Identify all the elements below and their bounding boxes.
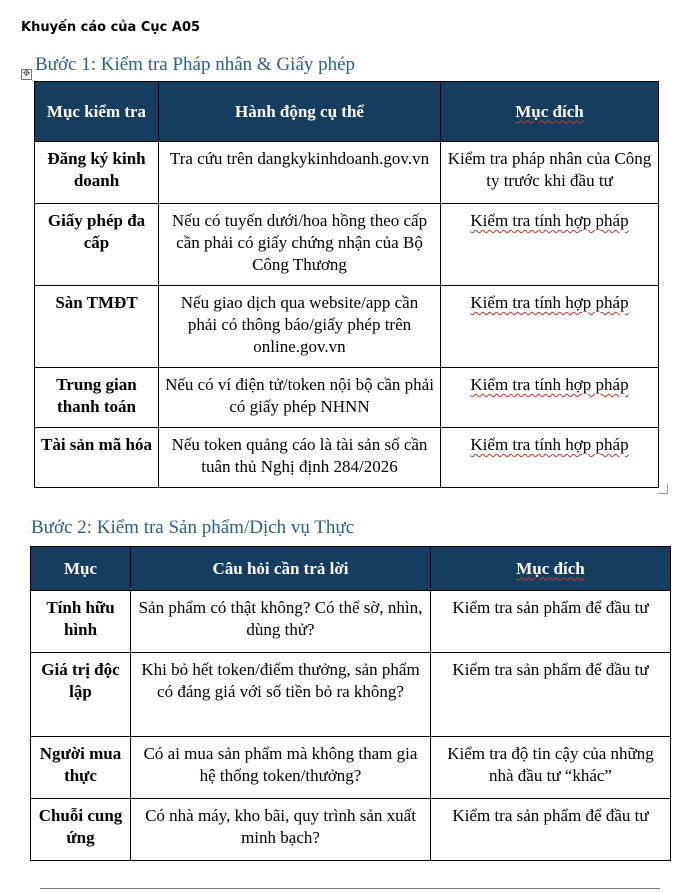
step1-table — [34, 81, 659, 488]
column-header: Mục kiểm tra — [35, 82, 159, 142]
action-cell: Nếu giao dịch qua website/app cần phải có thông báo/giấy phép trên online.gov.vn — [159, 286, 441, 368]
row-label: Giấy phép đa cấp — [35, 204, 159, 286]
column-header — [441, 82, 659, 142]
table-row — [35, 204, 659, 286]
table-row — [35, 368, 659, 428]
purpose-cell — [441, 286, 659, 368]
column-header-label: Mục đích — [516, 558, 585, 578]
question-cell: Có ai mua sản phẩm mà không tham gia hệ thống token/thưởng? — [131, 737, 431, 799]
table-row — [35, 142, 659, 204]
action-cell: Tra cứu trên dangkykinhdoanh.gov.vn — [159, 142, 441, 204]
purpose-text: Kiểm tra tính hợp pháp — [470, 435, 629, 454]
column-header: Hành động cụ thể — [159, 82, 441, 142]
table-row — [35, 286, 659, 368]
table-resize-handle[interactable] — [658, 484, 668, 494]
step2-table — [30, 546, 671, 861]
table-row — [31, 653, 671, 737]
page-bottom-divider — [40, 888, 660, 889]
table-move-handle-icon[interactable]: ✥ — [22, 69, 31, 79]
row-label: Chuỗi cung ứng — [31, 799, 131, 861]
column-header: Mục — [31, 547, 131, 591]
table-row — [31, 591, 671, 653]
step2-heading: Bước 2: Kiểm tra Sản phẩm/Dịch vụ Thực — [31, 517, 355, 538]
purpose-text: Kiểm tra tính hợp pháp — [470, 375, 629, 394]
purpose-cell: Kiểm tra độ tin cậy của những nhà đầu tư “khác” — [431, 737, 671, 799]
purpose-cell: Kiểm tra pháp nhân của Công ty trước khi đầu tư — [441, 142, 659, 204]
question-cell: Có nhà máy, kho bãi, quy trình sản xuất minh bạch? — [131, 799, 431, 861]
column-header: Câu hỏi cần trả lời — [131, 547, 431, 591]
table-row — [31, 799, 671, 861]
question-cell: Khi bỏ hết token/điểm thưởng, sản phẩm có đáng giá với số tiền bỏ ra không? — [131, 653, 431, 737]
row-label: Trung gian thanh toán — [35, 368, 159, 428]
document-title: Khuyến cáo của Cục A05 — [21, 20, 201, 35]
question-cell: Sản phẩm có thật không? Có thể sờ, nhìn, dùng thử? — [131, 591, 431, 653]
table-header-row — [35, 82, 659, 142]
purpose-cell — [441, 428, 659, 488]
purpose-cell: Kiểm tra sản phẩm để đầu tư — [431, 591, 671, 653]
column-header-label: Mục đích — [515, 101, 584, 121]
column-header — [431, 547, 671, 591]
purpose-text: Kiểm tra tính hợp pháp — [470, 293, 629, 312]
table-row — [35, 428, 659, 488]
action-cell: Nếu có ví điện tử/token nội bộ cần phải có giấy phép NHNN — [159, 368, 441, 428]
row-label: Đăng ký kinh doanh — [35, 142, 159, 204]
purpose-cell — [441, 204, 659, 286]
action-cell: Nếu token quảng cáo là tài sản số cần tuân thủ Nghị định 284/2026 — [159, 428, 441, 488]
table-row — [31, 737, 671, 799]
purpose-text: Kiểm tra tính hợp pháp — [470, 211, 629, 230]
step1-heading: Bước 1: Kiểm tra Pháp nhân & Giấy phép — [35, 54, 356, 75]
row-label: Tính hữu hình — [31, 591, 131, 653]
action-cell: Nếu có tuyến dưới/hoa hồng theo cấp cần phải có giấy chứng nhận của Bộ Công Thương — [159, 204, 441, 286]
purpose-cell — [441, 368, 659, 428]
purpose-cell: Kiểm tra sản phẩm để đầu tư — [431, 799, 671, 861]
purpose-cell: Kiểm tra sản phẩm để đầu tư — [431, 653, 671, 737]
row-label: Người mua thực — [31, 737, 131, 799]
row-label: Sàn TMĐT — [35, 286, 159, 368]
row-label: Tài sản mã hóa — [35, 428, 159, 488]
row-label: Giá trị độc lập — [31, 653, 131, 737]
table-header-row — [31, 547, 671, 591]
